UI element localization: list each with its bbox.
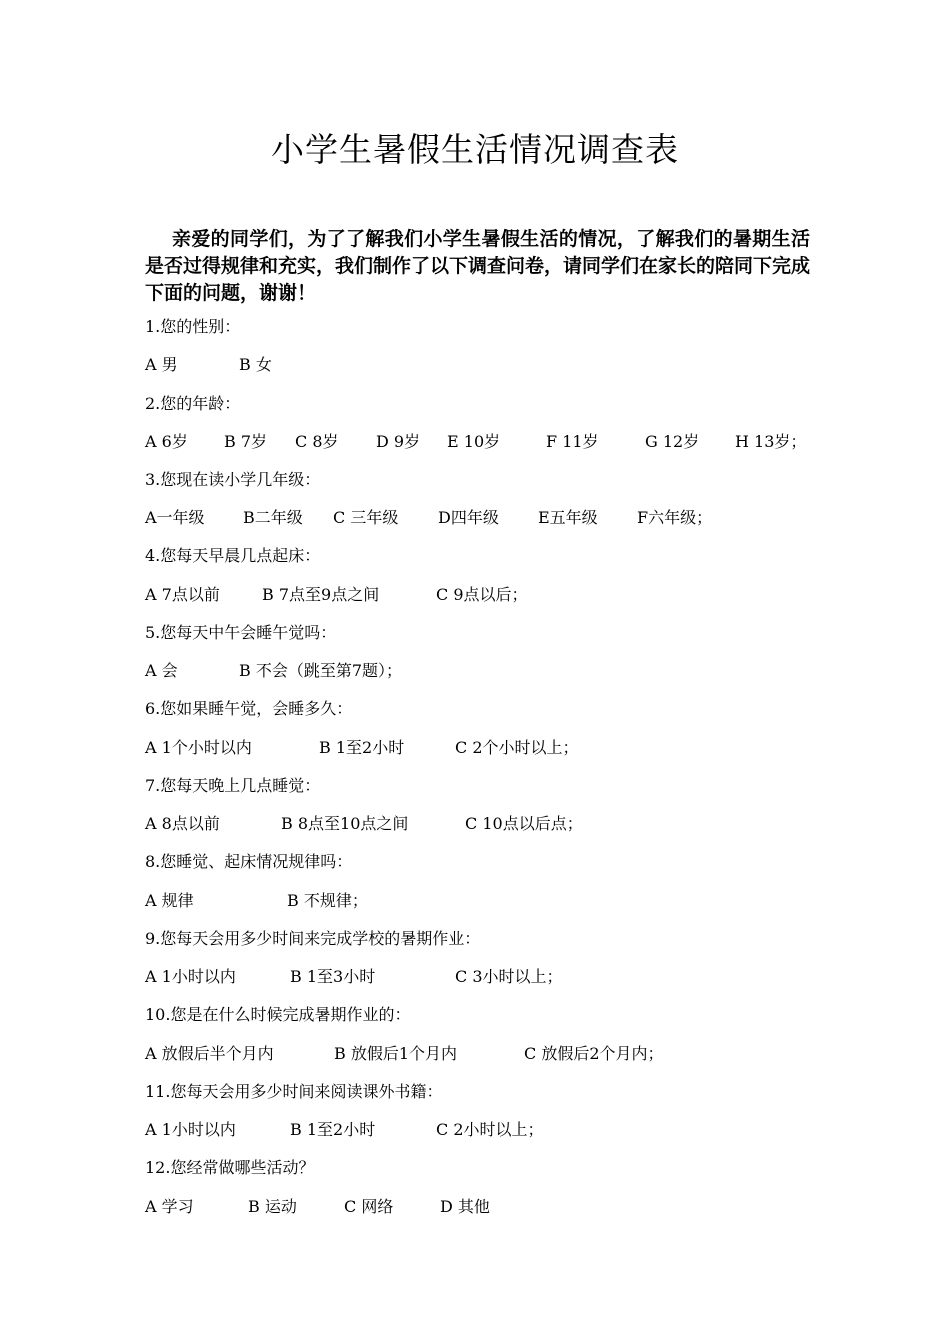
question-10: 10.您是在什么时候完成暑期作业的：	[145, 1005, 411, 1024]
option-item: B 8点至10点之间	[281, 814, 409, 833]
option-item: C 网络	[344, 1197, 394, 1216]
option-item: A 1小时以内	[145, 967, 236, 986]
question-1: 1.您的性别：	[145, 317, 241, 336]
option-item: B 放假后1个月内	[334, 1044, 458, 1063]
option-item: A 会	[145, 661, 178, 680]
option-item: F 11岁	[546, 432, 599, 451]
option-item: B 女	[239, 355, 272, 374]
option-item: E 10岁	[447, 432, 501, 451]
option-item: D 其他	[440, 1197, 490, 1216]
question-7: 7.您每天晚上几点睡觉：	[145, 776, 321, 795]
option-item: G 12岁	[645, 432, 700, 451]
option-item: A一年级	[145, 508, 205, 527]
option-item: C 10点以后点；	[465, 814, 583, 833]
option-item: B 1至3小时	[290, 967, 376, 986]
option-item: B 不会（跳至第7题）；	[239, 661, 403, 680]
option-item: C 3小时以上；	[455, 967, 563, 986]
question-4: 4.您每天早晨几点起床：	[145, 546, 321, 565]
question-12-options	[145, 1196, 825, 1218]
question-2-options	[145, 431, 825, 453]
option-item: B 1至2小时	[319, 738, 405, 757]
question-7-options	[145, 813, 825, 835]
question-1-options	[145, 354, 825, 376]
option-item: D四年级	[438, 508, 499, 527]
option-item: B二年级	[243, 508, 303, 527]
question-12: 12.您经常做哪些活动？	[145, 1158, 315, 1177]
option-item: A 学习	[145, 1197, 194, 1216]
option-item: A 1个小时以内	[145, 738, 252, 757]
option-item: B 运动	[248, 1197, 297, 1216]
option-item: C 放假后2个月内；	[524, 1044, 664, 1063]
question-6: 6.您如果睡午觉，会睡多久：	[145, 699, 353, 718]
question-11-options	[145, 1119, 825, 1141]
option-item: A 7点以前	[145, 585, 220, 604]
option-item: A 放假后半个月内	[145, 1044, 274, 1063]
option-item: B 1至2小时	[290, 1120, 376, 1139]
option-item: A 规律	[145, 891, 194, 910]
option-item: C 9点以后；	[436, 585, 528, 604]
page-title: 小学生暑假生活情况调查表	[271, 130, 679, 169]
option-item: C 2个小时以上；	[455, 738, 579, 757]
option-item: H 13岁；	[735, 432, 807, 451]
option-item: A 男	[145, 355, 178, 374]
question-10-options	[145, 1043, 825, 1065]
intro-paragraph: 亲爱的同学们，为了了解我们小学生暑假生活的情况，了解我们的暑期生活是否过得规律和充实，我们制作了以下调查问卷，请同学们在家长的陪同下完成下面的问题，谢谢！	[145, 228, 811, 304]
option-item: C 8岁	[295, 432, 339, 451]
option-item: B 7岁	[224, 432, 268, 451]
question-9-options	[145, 966, 825, 988]
question-8-options	[145, 890, 825, 912]
option-item: B 7点至9点之间	[262, 585, 380, 604]
question-3-options	[145, 507, 825, 529]
option-item: A 8点以前	[145, 814, 220, 833]
option-item: C 2小时以上；	[436, 1120, 544, 1139]
question-5-options	[145, 660, 825, 682]
question-3: 3.您现在读小学几年级：	[145, 470, 321, 489]
option-item: C 三年级	[333, 508, 399, 527]
option-item: F六年级；	[637, 508, 713, 527]
option-item: E五年级	[538, 508, 598, 527]
question-8: 8.您睡觉、起床情况规律吗：	[145, 852, 353, 871]
question-2: 2.您的年龄：	[145, 394, 241, 413]
question-6-options	[145, 737, 825, 759]
question-11: 11.您每天会用多少时间来阅读课外书籍：	[145, 1082, 443, 1101]
option-item: D 9岁	[376, 432, 421, 451]
question-4-options	[145, 584, 825, 606]
option-item: B 不规律；	[287, 891, 368, 910]
option-item: A 6岁	[145, 432, 188, 451]
question-9: 9.您每天会用多少时间来完成学校的暑期作业：	[145, 929, 481, 948]
question-5: 5.您每天中午会睡午觉吗：	[145, 623, 337, 642]
option-item: A 1小时以内	[145, 1120, 236, 1139]
